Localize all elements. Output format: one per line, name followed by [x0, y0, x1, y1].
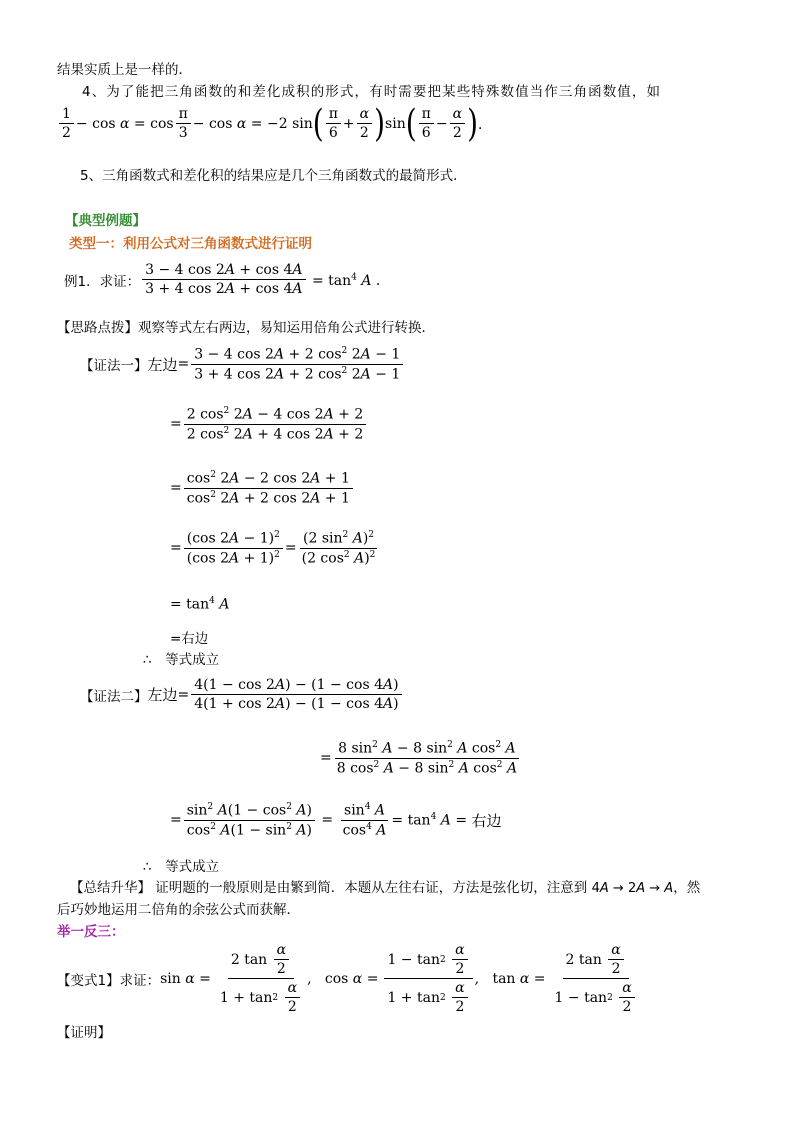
proof-2-step-2: = $\frac{8 \sin^2 A - 8 \sin^2 A \cos^2 A}{8 \cos^2 A - 8 \sin^2 A \cos^2 A}$	[320, 740, 518, 777]
section-type-one: 类型一：利用公式对三角函数式进行证明	[69, 236, 312, 252]
hint-text: 观察等式左右两边，易知运用倍角公式进行转换．	[138, 320, 435, 336]
item-4-text: 4、为了能把三角函数的和差化成积的形式，有时需要把某些特殊数值当作三角函数值，如	[82, 84, 662, 100]
proof-2-step-3: = $\frac{\sin^2 A(1 - \cos^2 A)}{\cos^2 A(1 - \sin^2 A)}$ = $\frac{\sin^4 A}{\cos^4 A}$ = $\tan^4 A$ = 右边	[170, 802, 502, 839]
proof-1-lhs: 左边	[147, 355, 178, 374]
proof-1-step-1: 【证法一】 左边 = $\frac{3 - 4 \cos 2A + 2 \cos^2 2A - 1}{3 + 4 \cos 2A + 2 \cos^2 2A - 1}$	[80, 346, 405, 382]
summary-text-1: 证明题的一般原则是由繁到简．本题从左往右证，方法是弦化切，注意到	[155, 880, 588, 896]
proof-1-step-3: = $\frac{\cos^2 2A - 2 \cos 2A + 1}{\cos^2 2A + 2 \cos 2A + 1}$	[170, 470, 355, 506]
summary-line-1: 【总结升华】 证明题的一般原则是由繁到简．本题从左往右证，方法是弦化切，注意到 4A → 2A → A，然	[70, 880, 701, 896]
section-typical-examples: 【典型例题】	[65, 213, 146, 229]
example-1: 例1．求证： $\frac{3 - 4 \cos 2A + \cos 4A}{3 + 4 \cos 2A + \cos 4A}$ = $\tan^4 A$ ．	[64, 262, 390, 297]
summary-line-2: 后巧妙地运用二倍角的余弦公式而获解．	[57, 902, 300, 918]
summary-label: 【总结升华】	[70, 880, 151, 896]
proof-1-rhs: =右边	[170, 631, 209, 647]
intro-line: 结果实质上是一样的．	[57, 62, 192, 78]
proof-2-rhs: 右边	[471, 811, 502, 830]
example-1-label: 例1．求证：	[64, 273, 141, 290]
proof-2-conclusion: ∴ 等式成立	[143, 859, 220, 875]
proof-1-step-2: = $\frac{2 \cos^2 2A - 4 \cos 2A + 2}{2 \cos^2 2A + 4 \cos 2A + 2}$	[170, 406, 368, 442]
proof-1-conclusion: ∴ 等式成立	[143, 652, 220, 668]
variant-1: 【变式1】求证： sin α = 2 tan $\frac{\alpha}{2}$ 1 + tan 2 $\frac{\alpha}{2}$ , cos α = 1 − tan 2 $\frac{\alpha}{2}$ 1 + tan 2 $\frac{\alpha}{2}$ , tan α = 2 tan $\frac{\alpha}{2}$ 1 − tan 2 $\frac{\alpha}{2}$	[57, 942, 642, 1015]
proof-1-label: 【证法一】	[80, 358, 148, 375]
proof-heading: 【证明】	[57, 1025, 111, 1041]
variant-1-label: 【变式1】求证：	[57, 972, 161, 989]
hint	[57, 316, 435, 336]
proof-2-label: 【证法二】	[80, 688, 148, 705]
practice-title: 举一反三：	[57, 924, 125, 940]
proof-1-step-4: = $\frac{(\cos 2A - 1)^2}{(\cos 2A + 1)^2}$ = $\frac{(2 \sin^2 A)^2}{(2 \cos^2 A)^2}$	[170, 530, 376, 567]
item-4-formula: $\frac{1}{2}$ − cos α = cos $\frac{\pi}{3}$ − cos α = −2 sin ( $\frac{\pi}{6}$ + $\frac{\alpha}{2}$ ) sin ( $\frac{\pi}{6}$ − $\frac{\alpha}{2}$ ) ．	[57, 106, 492, 141]
proof-2-lhs: 左边	[147, 686, 178, 704]
proof-2-step-1: 【证法二】 左边 = $\frac{4(1 - \cos 2A) - (1 - \cos 4A)}{4(1 + \cos 2A) - (1 - \cos 4A)}$	[80, 677, 404, 712]
item-5-text: 5、三角函数式和差化积的结果应是几个三角函数式的最简形式．	[80, 168, 467, 184]
proof-1-step-5: = $\tan^4 A$	[170, 596, 230, 613]
hint-label: 【思路点拨】	[57, 320, 138, 336]
summary-text-1-end: ，然	[673, 880, 701, 896]
